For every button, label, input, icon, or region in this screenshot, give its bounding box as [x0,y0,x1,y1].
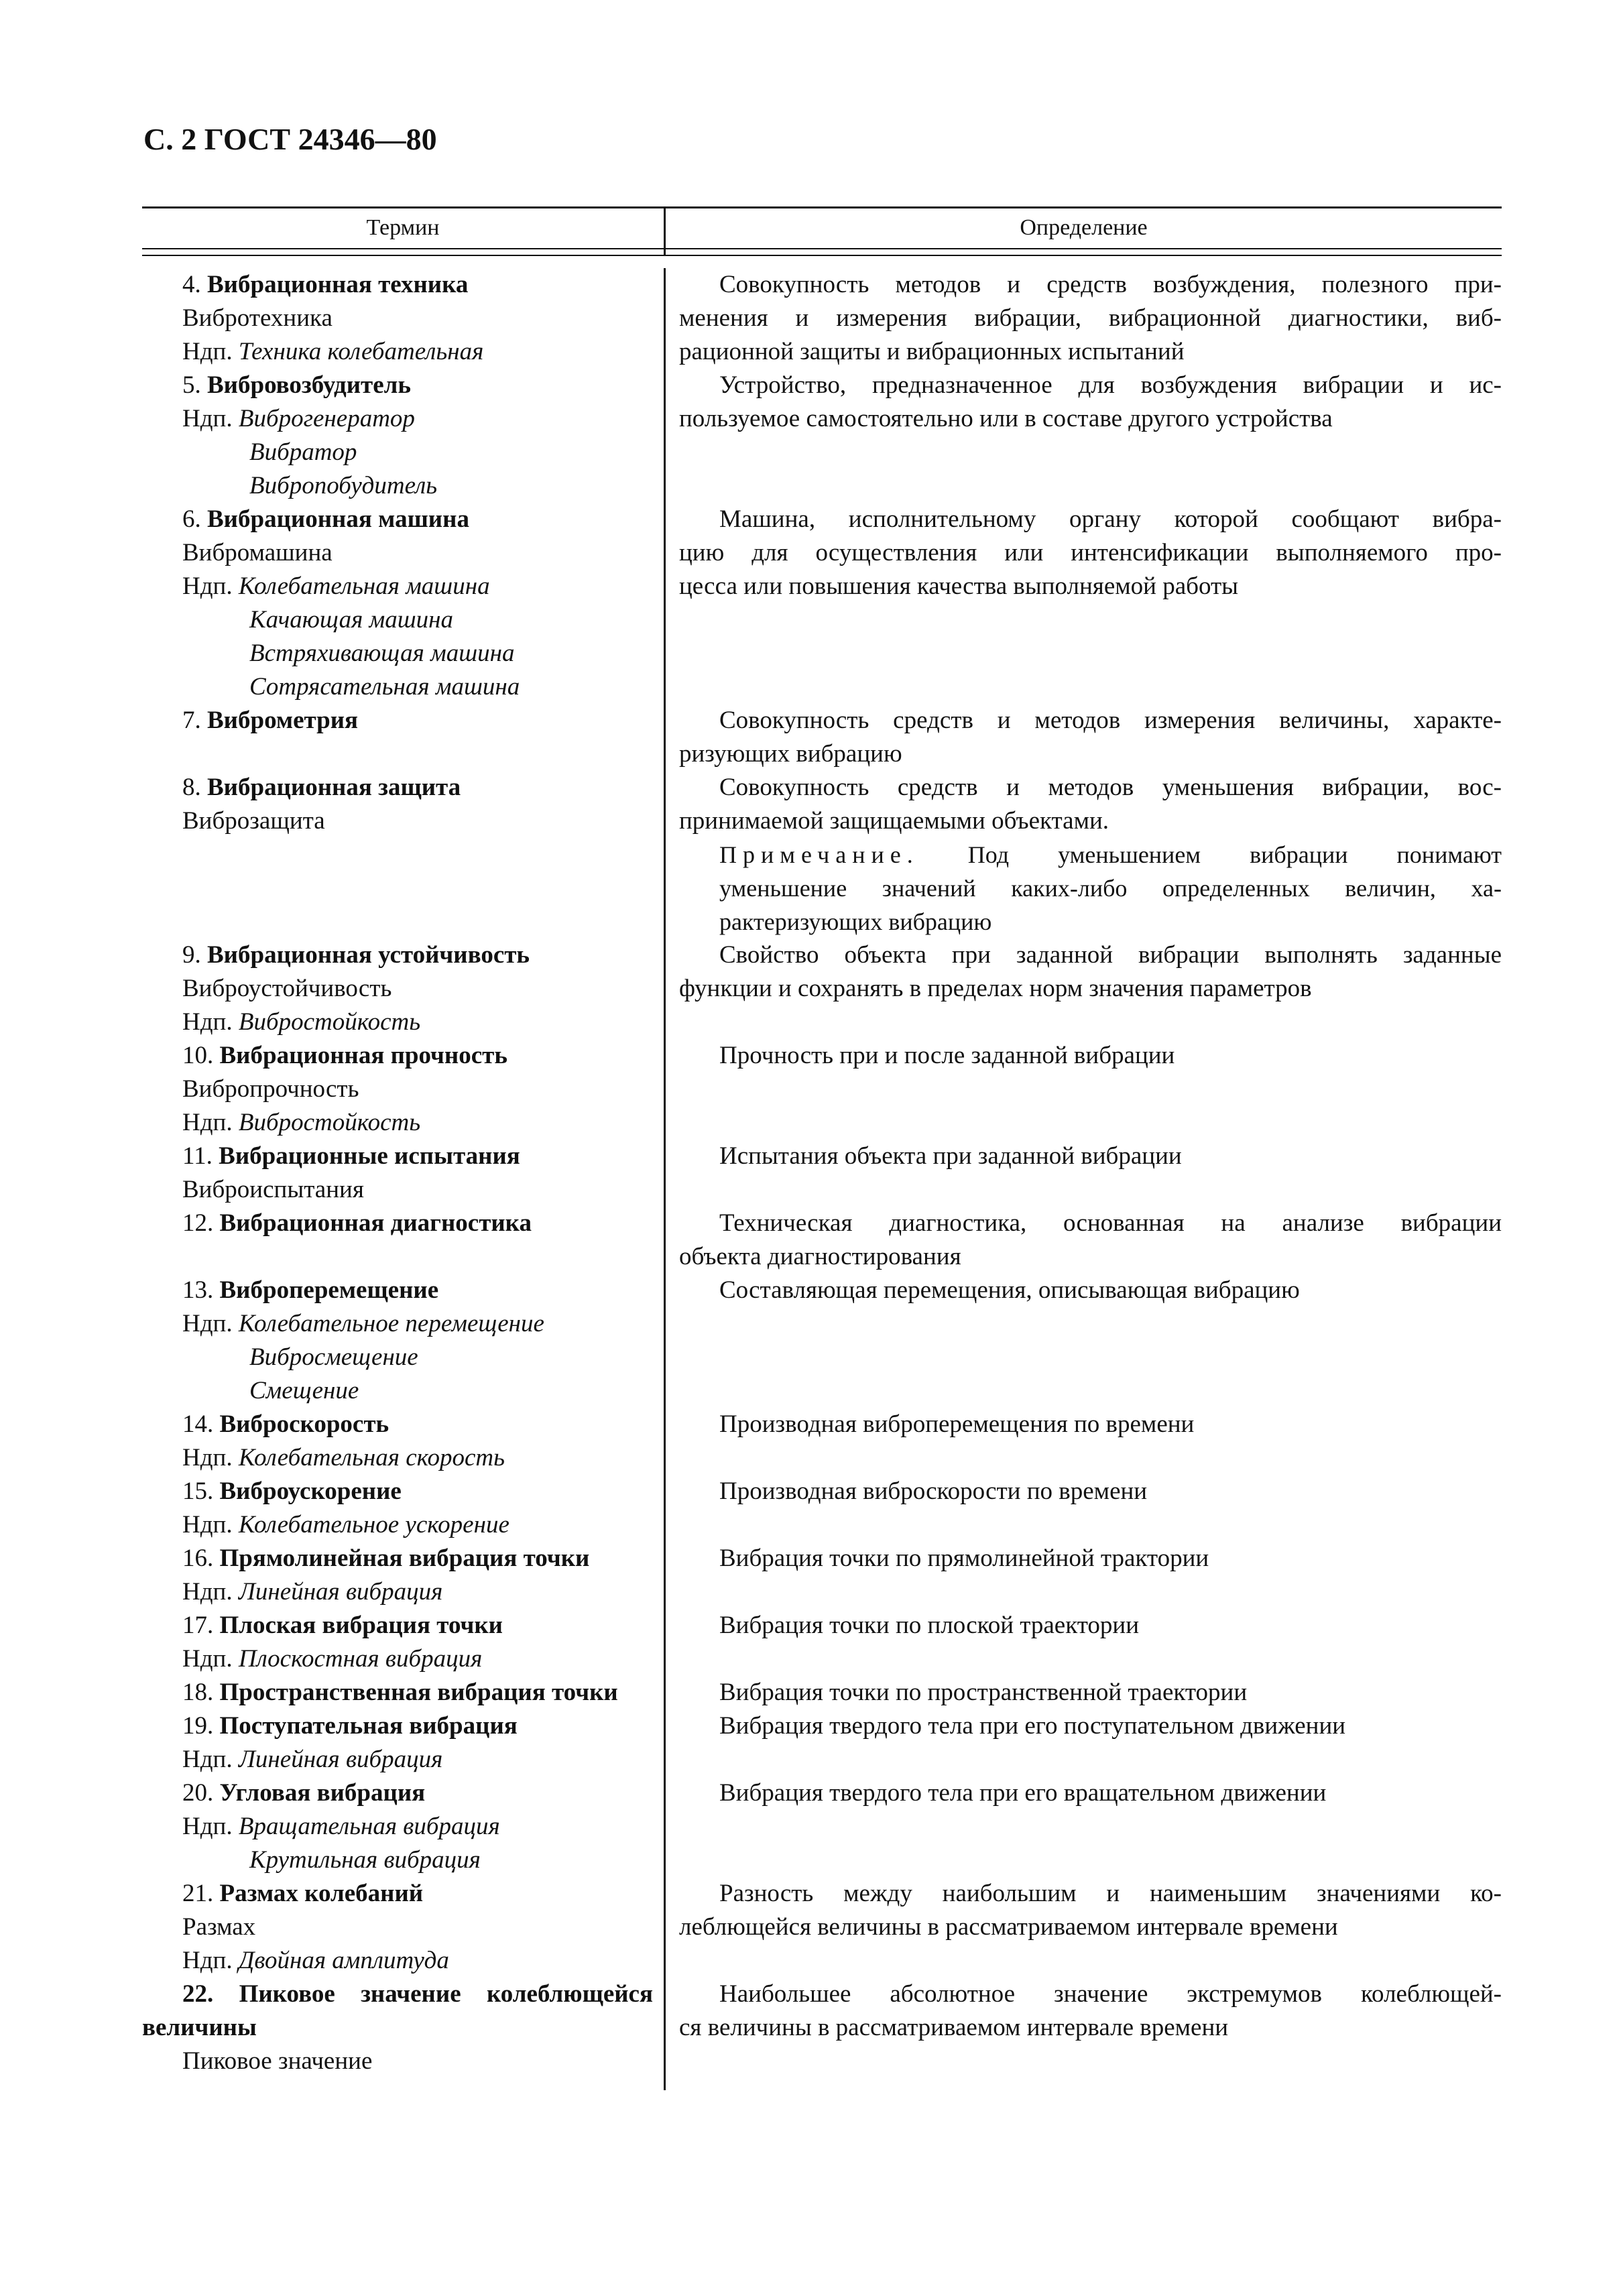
not-allowed-line [142,1307,653,1341]
not-allowed-line [142,1106,653,1140]
not-allowed-label: Ндп. [182,1310,233,1337]
not-allowed-line [142,1844,653,1877]
not-allowed-term: Вибратор [249,438,357,466]
term-number: 12. [182,1209,214,1237]
term-cell [142,1140,664,1207]
definition-line: объекта диагностирования [679,1243,961,1270]
definition-cell [666,939,1502,1006]
term-title-line [142,1978,653,2011]
term-cell [142,369,664,503]
definition-cell [666,369,1502,436]
not-allowed-label: Ндп. [182,405,233,432]
definition-line: Вибрация точки по пространственной траектории [719,1679,1248,1706]
term-title-line [142,2011,653,2045]
not-allowed-term: Вращательная вибрация [238,1813,500,1840]
not-allowed-label: Ндп. [182,1511,233,1538]
term-number: 20. [182,1779,214,1807]
not-allowed-term: Вибростойкость [238,1008,421,1036]
term-number: 16. [182,1545,214,1572]
definition-line: Прочность при и после заданной вибрации [719,1042,1175,1069]
definition-line: Разность между наибольшим и наименьшим значениями ко- [719,1880,1502,1907]
not-allowed-term: Колебательная скорость [238,1444,505,1471]
not-allowed-line [142,1944,653,1978]
term-entry [142,1140,1502,1207]
term-name: Вибрационные испытания [219,1142,520,1170]
definition-cell [666,1207,1502,1274]
not-allowed-term: Виброгенератор [238,405,415,432]
term-cell [142,704,664,737]
term-name: Пространственная вибрация точки [219,1679,618,1706]
definition-cell [666,1676,1502,1709]
term-name: Виброускорение [219,1477,402,1505]
not-allowed-line [142,1743,653,1776]
term-entry [142,268,1502,369]
term-short-form: Пиковое значение [182,2047,373,2075]
term-entry [142,503,1502,704]
not-allowed-line [142,637,653,670]
terms-table [142,268,1502,2078]
note-text: Под уменьшением вибрации понимают [967,841,1502,868]
definition-line: Свойство объекта при заданной вибрации выполнять заданные [719,941,1502,969]
definition-cell [666,1709,1502,1743]
term-cell [142,268,664,369]
term-name: Виброперемещение [219,1276,439,1304]
header-column-divider [664,206,666,256]
not-allowed-line [142,1508,653,1542]
not-allowed-term: Сотрясательная машина [249,673,520,701]
definition-cell [666,1978,1502,2045]
definition-cell [666,704,1502,771]
definition-line: Производная виброскорости по времени [719,1477,1148,1505]
term-entry [142,369,1502,503]
term-title-line [142,771,653,804]
term-number: 15. [182,1477,214,1505]
definition-line: Испытания объекта при заданной вибрации [719,1142,1182,1170]
term-name: Вибрационная защита [207,774,461,801]
definition-cell [666,1475,1502,1508]
not-allowed-label: Ндп. [182,1578,233,1606]
term-number: 7. [182,707,201,734]
not-allowed-label: Ндп. [182,1947,233,1974]
term-cell [142,1776,664,1877]
definition-line: функции и сохранять в пределах норм значения параметров [679,975,1312,1002]
note-line [679,871,1502,905]
term-number: 13. [182,1276,214,1304]
definition-line: принимаемой защищаемыми объектами. [679,807,1109,835]
definition-line: Техническая диагностика, основанная на анализе вибрации [719,1209,1502,1237]
term-entry [142,1776,1502,1877]
term-title-line [142,1140,653,1173]
definition-line: Совокупность методов и средств возбуждения, полезного при- [719,271,1502,298]
term-title-line [142,1609,653,1642]
term-number: 5. [182,371,201,399]
not-allowed-term: Колебательная машина [238,572,490,600]
not-allowed-term: Крутильная вибрация [249,1846,481,1874]
definition-cell [666,1140,1502,1173]
term-cell [142,1877,664,1978]
term-cell [142,1039,664,1140]
term-title-line [142,939,653,972]
term-title-line [142,1207,653,1240]
term-number: 19. [182,1712,214,1740]
term-short-form: Виброиспытания [182,1176,364,1203]
term-title-line [142,1408,653,1441]
term-entry [142,1609,1502,1676]
definition-line: Устройство, предназначенное для возбуждения вибрации и ис- [719,371,1502,399]
term-cell [142,1709,664,1776]
term-entry [142,1039,1502,1140]
not-allowed-term: Техника колебательная [238,338,484,365]
not-allowed-label: Ндп. [182,1645,233,1673]
definition-line: Вибрация точки по прямолинейной трактории [719,1545,1209,1572]
not-allowed-term: Качающая машина [249,606,454,633]
term-number: 14. [182,1410,214,1438]
definition-cell [666,1776,1502,1810]
term-entry [142,1709,1502,1776]
definition-line: пользуемое самостоятельно или в составе другого устройства [679,405,1333,432]
not-allowed-line [142,670,653,704]
term-short-form: Виброзащита [182,807,325,835]
term-entry [142,1408,1502,1475]
not-allowed-term: Вибростойкость [238,1109,421,1136]
not-allowed-term: Линейная вибрация [238,1746,443,1773]
definition-line: ся величины в рассматриваемом интервале времени [679,2014,1229,2041]
definition-line: цию для осуществления или интенсификации выполняемого про- [679,539,1502,566]
term-number: 4. [182,271,201,298]
term-title-line [142,503,653,536]
term-name: Вибрационная диагностика [219,1209,532,1237]
term-short-form: Размах [182,1913,256,1941]
term-name: Размах колебаний [219,1880,424,1907]
term-title-line [142,704,653,737]
definition-cell [666,268,1502,369]
term-entry [142,1274,1502,1408]
term-entry [142,1877,1502,1978]
term-entry [142,1207,1502,1274]
definition-line: цесса или повышения качества выполняемой работы [679,572,1238,600]
not-allowed-line [142,1810,653,1844]
note-line [679,905,1502,939]
column-header-term: Термин [366,215,440,240]
not-allowed-label: Ндп. [182,1444,233,1471]
header-rule-upper [142,248,1502,249]
not-allowed-label: Ндп. [182,1008,233,1036]
term-entry [142,704,1502,771]
term-title-line [142,369,653,402]
term-entry [142,771,1502,939]
not-allowed-label: Ндп. [182,1746,233,1773]
definition-line: Производная виброперемещения по времени [719,1410,1195,1438]
term-number: 6. [182,505,201,533]
not-allowed-line [142,1341,653,1374]
definition-line: рационной защиты и вибрационных испытаний [679,338,1185,365]
term-number: 22. [182,1980,214,2008]
definition-line: Вибрация твердого тела при его поступательном движении [719,1712,1346,1740]
term-number: 17. [182,1612,214,1639]
term-cell [142,1978,664,2078]
term-name: Виброметрия [207,707,359,734]
definition-cell [666,1274,1502,1307]
not-allowed-line [142,1441,653,1475]
term-name: Виброскорость [219,1410,389,1438]
term-number: 18. [182,1679,214,1706]
term-title-line [142,268,653,302]
definition-cell [666,1877,1502,1944]
term-entry [142,1542,1502,1609]
not-allowed-line [142,436,653,469]
term-number: 10. [182,1042,214,1069]
term-cell [142,1207,664,1240]
definition-cell [666,1408,1502,1441]
note-line [679,838,1502,871]
term-title-line [142,1542,653,1575]
term-title-line [142,1776,653,1810]
definition-cell [666,1542,1502,1575]
term-cell [142,1408,664,1475]
term-cell [142,771,664,838]
not-allowed-term: Вибропобудитель [249,472,438,499]
term-name: Вибровозбудитель [207,371,411,399]
not-allowed-term: Колебательное перемещение [238,1310,544,1337]
term-name: Вибрационная устойчивость [207,941,530,969]
term-title-line [142,1877,653,1911]
term-entry [142,939,1502,1039]
definition-line: Машина, исполнительному органу которой сообщают вибра- [719,505,1502,533]
term-cell [142,1542,664,1609]
not-allowed-line [142,1006,653,1039]
term-name: Пиковое значение колеблющейся [239,1980,653,2008]
note-label: Примечание. [719,841,919,868]
term-short-form: Вибротехника [182,304,333,332]
term-name: Вибрационная техника [207,271,469,298]
term-name: Вибрационная прочность [219,1042,507,1069]
not-allowed-line [142,469,653,503]
definition-line: ризующих вибрацию [679,740,902,768]
term-cell [142,503,664,704]
term-entry [142,1676,1502,1709]
not-allowed-line [142,603,653,637]
term-short-form: Вибромашина [182,539,333,566]
not-allowed-line [142,335,653,369]
term-name: Поступательная вибрация [219,1712,518,1740]
definition-cell [666,1609,1502,1642]
not-allowed-term: Встряхивающая машина [249,640,515,667]
not-allowed-line [142,1642,653,1676]
not-allowed-term: Вибросмещение [249,1343,418,1371]
definition-cell [666,503,1502,603]
term-number: 11. [182,1142,213,1170]
term-name: Угловая вибрация [219,1779,426,1807]
term-name: Вибрационная машина [207,505,469,533]
term-cell [142,1274,664,1408]
not-allowed-line [142,1374,653,1408]
term-title-line [142,1039,653,1073]
not-allowed-line [142,402,653,436]
term-number: 8. [182,774,201,801]
definition-line: Вибрация точки по плоской траектории [719,1612,1140,1639]
term-title-line [142,1676,653,1709]
definition-line: менения и измерения вибрации, вибрационной диагностики, виб- [679,304,1502,332]
not-allowed-line [142,1575,653,1609]
definition-line: леблющейся величины в рассматриваемом интервале времени [679,1913,1338,1941]
term-name: Плоская вибрация точки [219,1612,503,1639]
note-text: рактеризующих вибрацию [719,908,992,935]
term-title-line [142,1709,653,1743]
term-number: 21. [182,1880,214,1907]
note-text: уменьшение значений каких-либо определенных величин, ха- [719,875,1502,902]
term-entry [142,1978,1502,2078]
not-allowed-label: Ндп. [182,1813,233,1840]
term-entry [142,1475,1502,1542]
not-allowed-term: Колебательное ускорение [238,1511,509,1538]
definition-line: Составляющая перемещения, описывающая вибрацию [719,1276,1300,1304]
not-allowed-term: Смещение [249,1377,359,1404]
term-cell [142,1475,664,1542]
term-cell [142,1676,664,1709]
term-cell [142,939,664,1039]
definition-line: Совокупность средств и методов измерения величины, характе- [719,707,1502,734]
not-allowed-label: Ндп. [182,572,233,600]
definition-line: Наибольшее абсолютное значение экстремумов колеблющей- [719,1980,1502,2008]
header-rule-lower [142,255,1502,256]
term-short-form: Виброустойчивость [182,975,392,1002]
not-allowed-term: Двойная амплитуда [238,1947,449,1974]
definition-line: Совокупность средств и методов уменьшения вибрации, вос- [719,774,1502,801]
term-name: величины [142,2014,257,2041]
page-header: С. 2 ГОСТ 24346—80 [143,122,437,156]
not-allowed-label: Ндп. [182,1109,233,1136]
definition-cell [666,1039,1502,1073]
term-title-line [142,1475,653,1508]
term-short-form: Вибропрочность [182,1075,359,1103]
definition-line: Вибрация твердого тела при его вращательном движении [719,1779,1327,1807]
definition-cell [666,771,1502,939]
not-allowed-term: Линейная вибрация [238,1578,443,1606]
not-allowed-line [142,570,653,603]
not-allowed-label: Ндп. [182,338,233,365]
term-title-line [142,1274,653,1307]
term-name: Прямолинейная вибрация точки [219,1545,590,1572]
term-number: 9. [182,941,201,969]
not-allowed-term: Плоскостная вибрация [238,1645,483,1673]
column-header-definition: Определение [1020,215,1148,240]
term-cell [142,1609,664,1676]
